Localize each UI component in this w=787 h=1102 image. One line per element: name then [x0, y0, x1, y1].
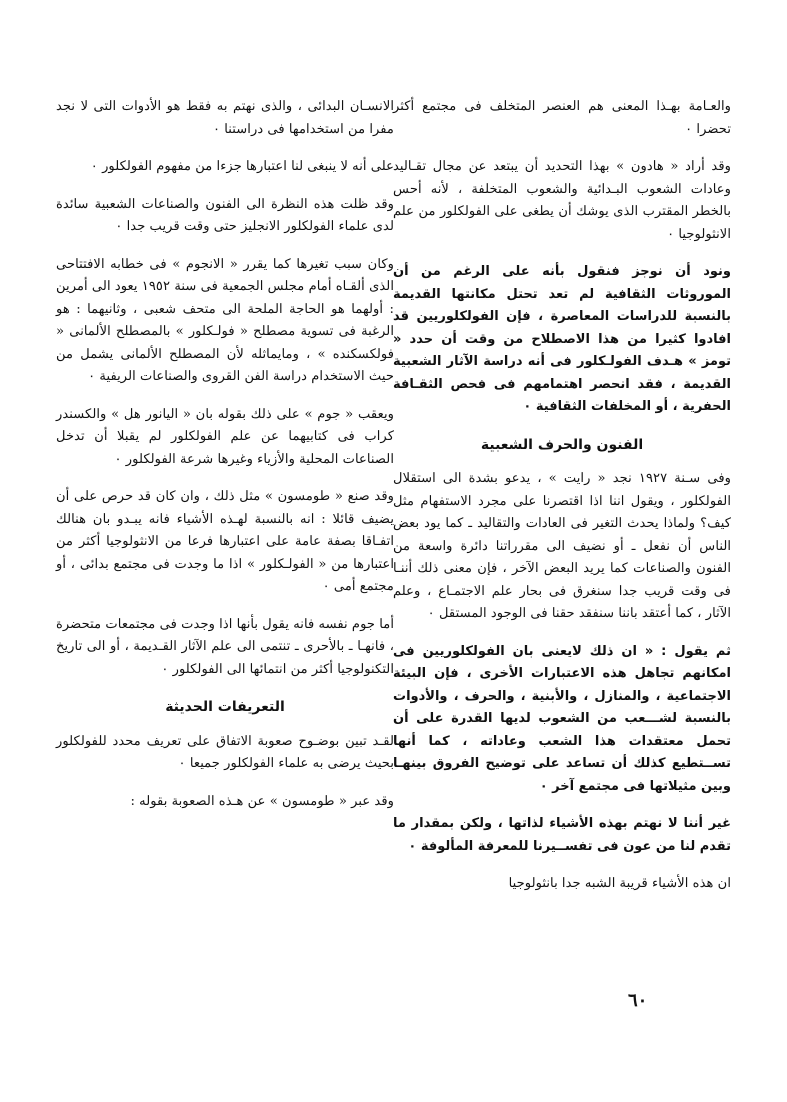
paragraph: ان هذه الأشياء قريبة الشبه جدا بانثولوجيا	[508, 876, 731, 891]
paragraph: ونود أن نوجز فنقول بأنه على الرغم من أن الموروثات الثقافية لم تعد تحتل مكانتها القديمة بالنسبة للدراسات المعاصرة ، فإن الفولكلوريين قد افادوا كثيرا من هذا الاصطلاح من وقت أن حدد « تومز » هـدف الفولـكلور فى أنه دراسة الآثار الشعبية القديمة ، فقد انحصر اهتمامهم فى فحص الثقـافة الحفرية ، أو المخلفات الثقافية ٠	[393, 264, 731, 414]
paragraph: ثم يقول : « ان ذلك لايعنى بان الفولكلوريين فى امكانهم تجاهل هذه الاعتبارات الأخرى ، فإن البيئة الاجتماعية ، والمنازل ، والأبنية ، والحرف ، والأدوات بالنسبة لشـــعب من الشعوب لديها القدرة على أن تحمل معتقدات هذا الشعب وعاداته ، كما أنها تســتطيع كذلك أن تساعد على توضيح الفروق بينهـا وبين مثيلاتها فى مجتمع آخر ٠	[393, 643, 731, 794]
paragraph: وفى سـنة ١٩٢٧ نجد « رايت » ، يدعو بشدة الى استقلال الفولكلور ، ويقول اننا اذا اقتصرنا على مجرد الاستفهام مثل كيف؟ ولماذا يحدث التغير فى العادات والتقاليد ـ كما يود بعض الناس أن نفعل ـ أو نضيف الى مقرراتنا دائرة واسعة من الفنون والصناعات كما يريد البعض الآخر ، فإن معنى ذلك أننـا فى وقت قريب جدا سنغرق فى بحار علم الاجتمـاع ، وعلم الآثار ، كما أعتقد باننا سنفقد حقنا فى الوجود المستقل ٠	[393, 471, 731, 621]
page-number: ٦٠	[628, 990, 648, 1011]
paragraph: لقـد تبين بوضـوح صعوبة الاتفاق على تعريف محدد للفولكلور بحيث يرضى به علماء الفولكلور جميعا ٠	[56, 733, 394, 771]
paragraph: والعـامة بهـذا المعنى هم العنصر المتخلف فى مجتمع أكثر تحضرا ٠	[393, 99, 731, 137]
paragraph: وقد عبر « طومسون » عن هـذه الصعوبة بقوله :	[130, 793, 394, 809]
section-heading: التعريفات الحديثة	[165, 699, 285, 715]
right-column	[393, 96, 731, 911]
paragraph: وقد صنع « طومسون » مثل ذلك ، وان كان قد حرص على أن يضيف قائلا : انه بالنسبة لهـذه الأشياء فانه يبـدو بان هنالك اتفـاقا بصفة عامة على اعتبارها فرعا من الانثولوجيا أكثر من اعتبارها من « الفولـكلور » اذا ما وجدت فى مجتمع بدائى ، أو مجتمع أمى ٠	[56, 489, 394, 594]
paragraph: ويعقب « جوم » على ذلك بقوله بان « اليانور هل » والكسندر كراب فى كتابيهما عن علم الفولكلور لم يقبلا أن تدخل الصناعات المحلية والأزياء وغيرها شرعة الفولكلور ٠	[56, 406, 394, 467]
paragraph: أما جوم نفسه فانه يقول بأنها اذا وجدت فى مجتمعات متحضرة ، فانهـا ـ بالأحرى ـ تنتمى الى علم الآثار القـديمة ، أو الى تاريخ التكنولوجيا أكثر من انتمائها الى الفولكلور ٠	[56, 616, 394, 677]
section-heading: الفنون والحرف الشعبية	[480, 436, 644, 453]
paragraph: الانسـان البدائى ، والذى نهتم به فقط هو الأدوات التى لا نجد مفرا من استخدامها فى دراستنا ٠	[56, 99, 394, 137]
paragraph: وقد ظلت هذه النظرة الى الفنون والصناعات الشعبية سائدة لدى علماء الفولكلور الانجليز حتى وقت قريب جدا ٠	[56, 196, 394, 234]
paragraph: على أنه لا ينبغى لنا اعتبارها جزءا من مفهوم الفولكلور ٠	[90, 159, 394, 174]
left-column	[56, 96, 394, 828]
paragraph: وكان سبب تغيرها كما يقرر « الانجوم » فى خطابه الافتتاحى الذى ألقـاه أمام مجلس الجمعية فى سنة ١٩٥٢ يعود الى أمرين : أولهما هو الحاجة الملحة الى متحف شعبى ، وثانيهما : هو الرغبة فى تسوية مصطلح « فولـكلور » بالمصطلح الألمانى « فولكسكنده » ، ومايماثله لأن المصطلح الألمانى يشمل من حيث الاستخدام دراسة الفن القروى والصناعات الريفية ٠	[56, 256, 394, 384]
paragraph: غير أننا لا نهتم بهذه الأشياء لذاتها ، ولكن بمقدار ما تقدم لنا من عون فى تفســيرنا للمعرفة المألوفة ٠	[393, 816, 731, 854]
paragraph: وقد أراد « هادون » بهذا التحديد أن يبتعد عن مجال تقـاليد وعادات الشعوب البـدائية والشعوب المتخلفة ، لأنه أحس بالخطر المقترب الذى يوشك أن يطغى على الفولكلور من علم الانثولوجيا ٠	[393, 159, 731, 242]
